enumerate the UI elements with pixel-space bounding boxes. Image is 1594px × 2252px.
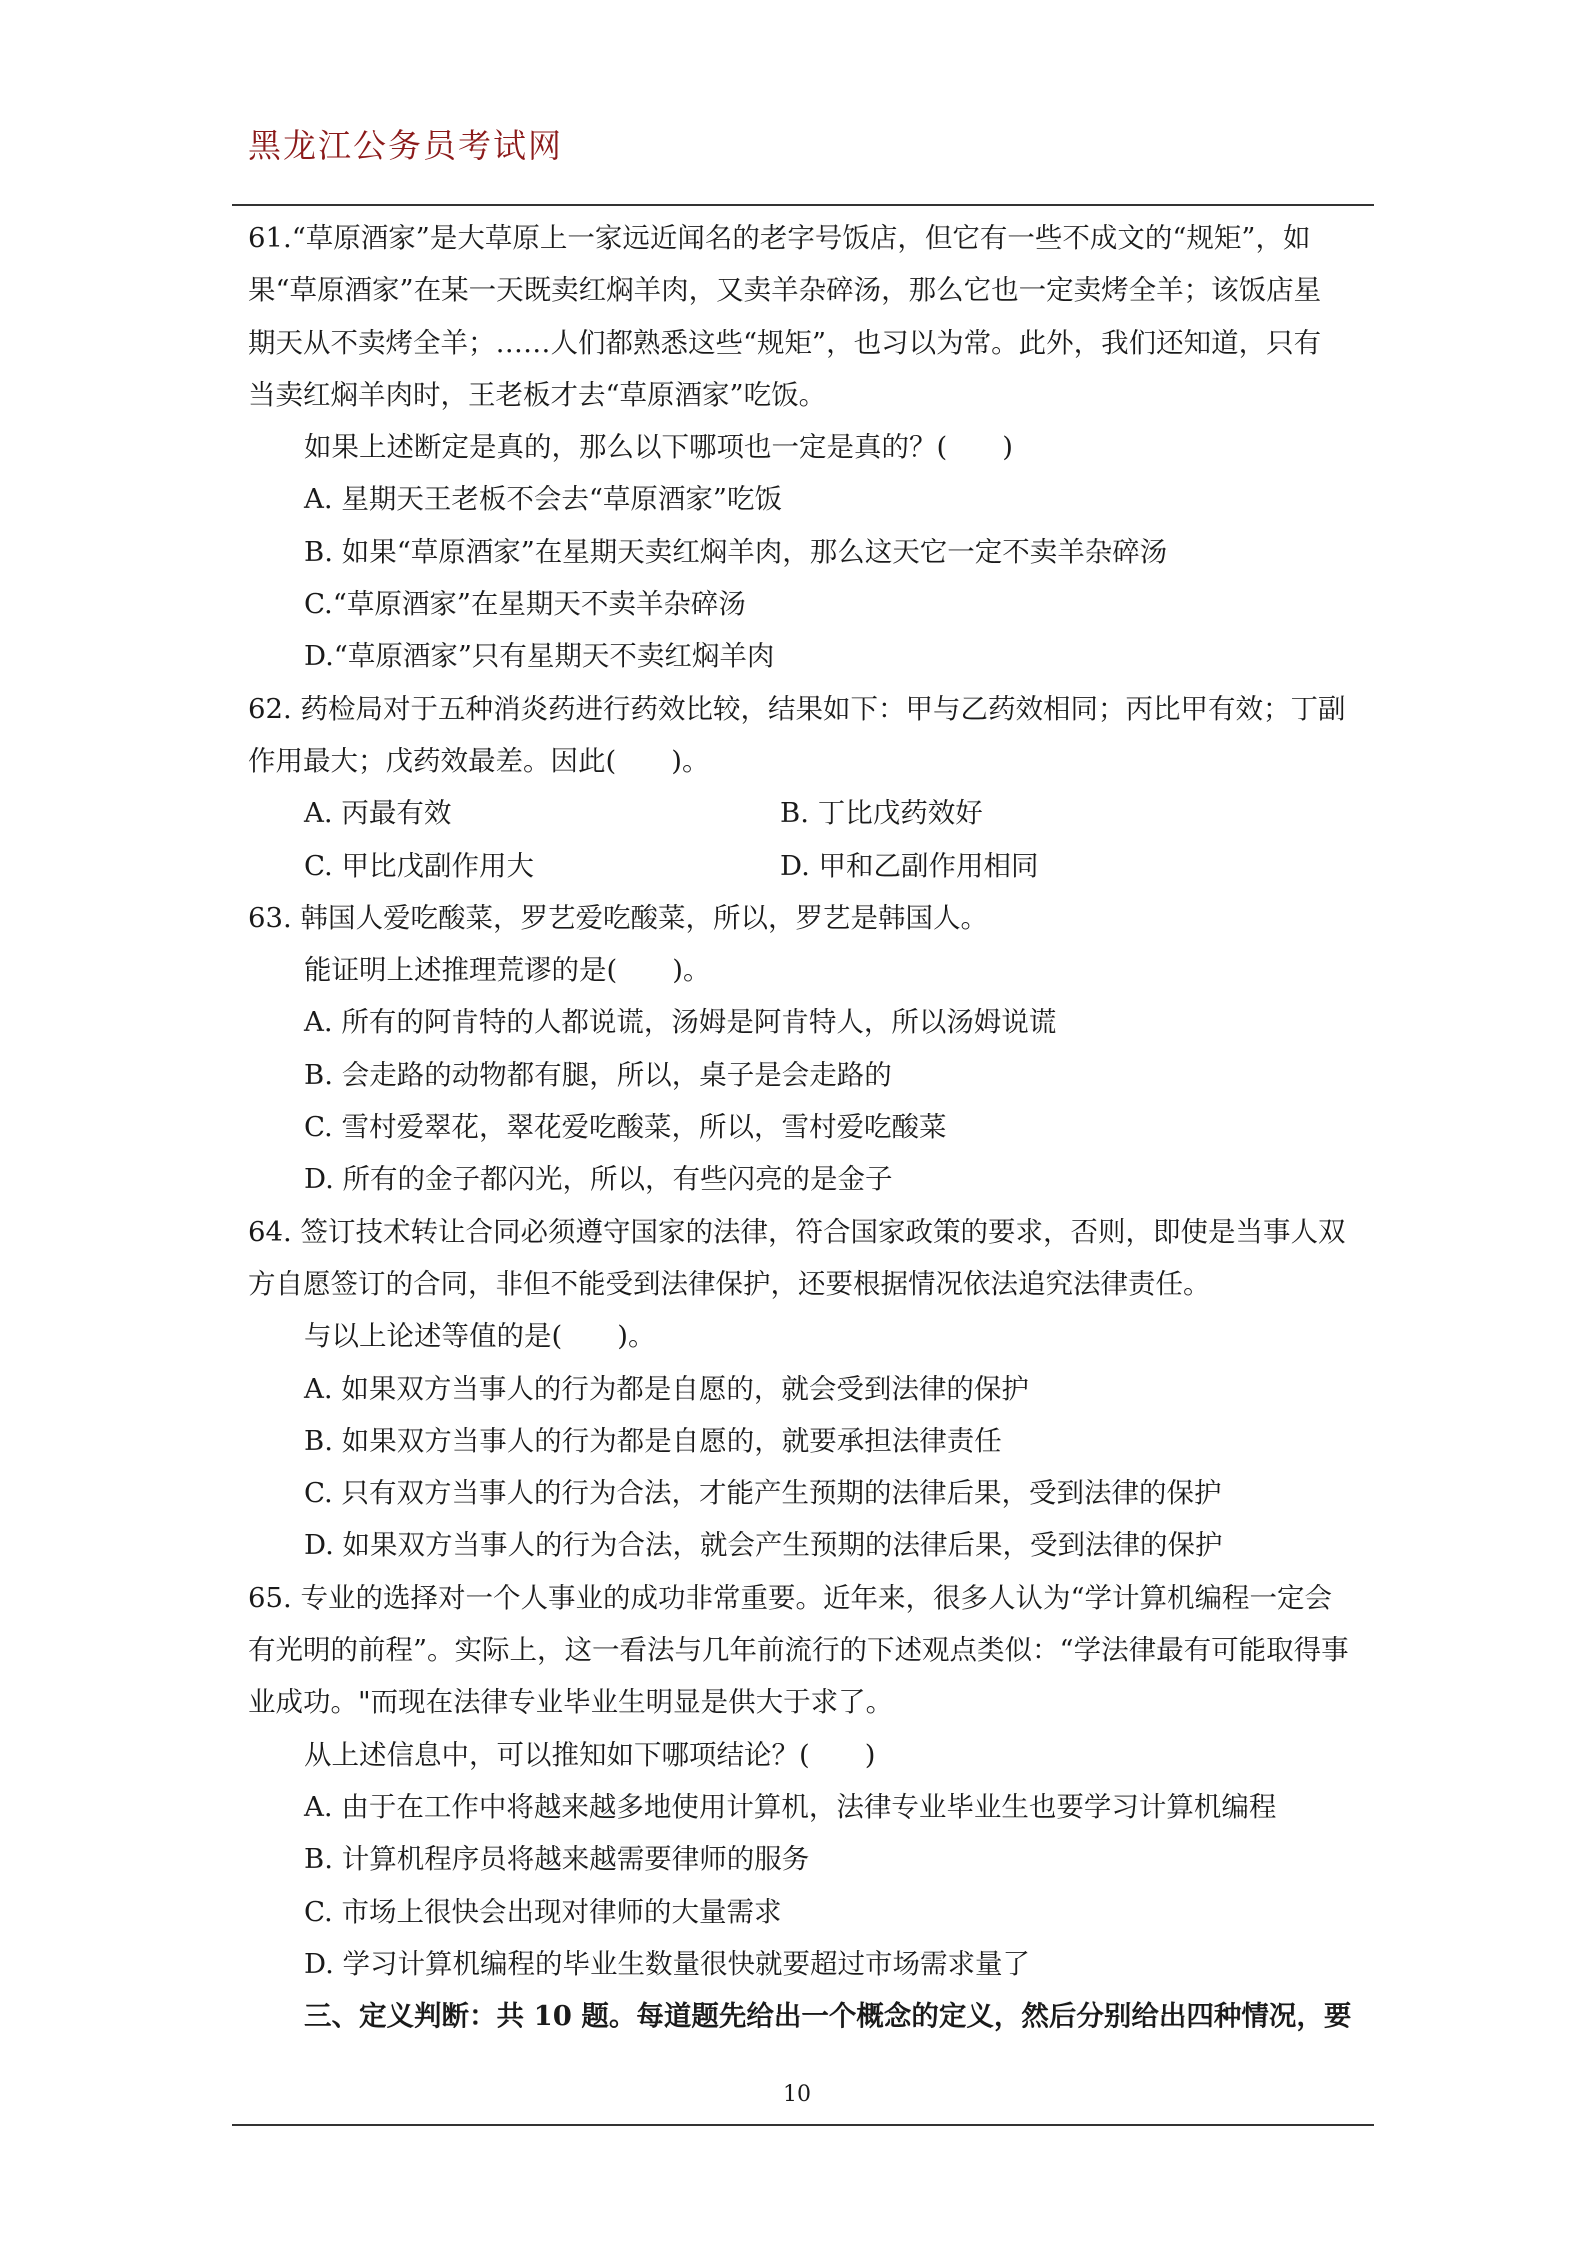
- q64-prompt: 与以上论述等值的是( )。: [304, 1320, 656, 1353]
- q61-stem-line: 当卖红焖羊肉时，王老板才去“草原酒家”吃饭。: [248, 378, 827, 411]
- q65-stem-line: 有光明的前程”。实际上，这一看法与几年前流行的下述观点类似：“学法律最有可能取得事: [248, 1634, 1349, 1667]
- q61-stem-line: 果“草原酒家”在某一天既卖红焖羊肉，又卖羊杂碎汤，那么它也一定卖烤全羊；该饭店星: [248, 274, 1322, 307]
- header-rule: [232, 204, 1374, 206]
- q62-stem-line: 作用最大；戊药效最差。因此( )。: [248, 744, 710, 777]
- q61-stem-line: 61.“草原酒家”是大草原上一家远近闻名的老字号饭店，但它有一些不成文的“规矩”，如: [248, 222, 1311, 254]
- q63-stem-line: 63. 韩国人爱吃酸菜，罗艺爱吃酸菜，所以，罗艺是韩国人。: [248, 901, 988, 934]
- q64-stem-line: 64. 签订技术转让合同必须遵守国家的法律，符合国家政策的要求，否则，即使是当事人双: [248, 1215, 1346, 1248]
- q61-option-c: C.“草原酒家”在星期天不卖羊杂碎汤: [304, 588, 746, 621]
- q63-option-d: D. 所有的金子都闪光，所以，有些闪亮的是金子: [304, 1163, 893, 1196]
- q61-option-a: A. 星期天王老板不会去“草原酒家”吃饭: [304, 483, 782, 516]
- q64-option-d: D. 如果双方当事人的行为合法，就会产生预期的法律后果，受到法律的保护: [304, 1529, 1223, 1562]
- q61-prompt: 如果上述断定是真的，那么以下哪项也一定是真的？( ): [304, 431, 1013, 464]
- q63-option-c: C. 雪村爱翠花，翠花爱吃酸菜，所以，雪村爱吃酸菜: [304, 1111, 947, 1144]
- q61-option-d: D.“草原酒家”只有星期天不卖红焖羊肉: [304, 640, 775, 673]
- q62-option-c: C. 甲比戊副作用大: [304, 849, 535, 882]
- q61-stem-line: 期天从不卖烤全羊；……人们都熟悉这些“规矩”，也习以为常。此外，我们还知道，只有: [248, 326, 1322, 359]
- q62-stem-line: 62. 药检局对于五种消炎药进行药效比较，结果如下：甲与乙药效相同；丙比甲有效；丁副: [248, 692, 1346, 725]
- q65-stem-line: 65. 专业的选择对一个人事业的成功非常重要。近年来，很多人认为“学计算机编程一定会: [248, 1581, 1333, 1614]
- q65-stem-line: 业成功。"而现在法律专业毕业生明显是供大于求了。: [248, 1686, 894, 1719]
- q65-prompt: 从上述信息中，可以推知如下哪项结论？( ): [304, 1738, 876, 1771]
- q62-option-b: B. 丁比戊药效好: [780, 797, 983, 830]
- q65-option-a: A. 由于在工作中将越来越多地使用计算机，法律专业毕业生也要学习计算机编程: [304, 1790, 1277, 1823]
- q62-options-row: [248, 787, 1366, 839]
- site-title: 黑龙江公务员考试网: [248, 126, 563, 165]
- section-heading: 三、定义判断：共 10 题。每道题先给出一个概念的定义，然后分别给出四种情况，要: [304, 2000, 1352, 2033]
- page-content: [248, 212, 1366, 2042]
- q62-option-d: D. 甲和乙副作用相同: [780, 849, 1039, 882]
- q63-prompt: 能证明上述推理荒谬的是( )。: [304, 954, 711, 987]
- q61-option-b: B. 如果“草原酒家”在星期天卖红焖羊肉，那么这天它一定不卖羊杂碎汤: [304, 535, 1168, 568]
- q62-options-row: [248, 840, 1366, 892]
- q64-option-b: B. 如果双方当事人的行为都是自愿的，就要承担法律责任: [304, 1424, 1002, 1457]
- page-number: 10: [783, 2082, 811, 2107]
- q64-stem-line: 方自愿签订的合同，非但不能受到法律保护，还要根据情况依法追究法律责任。: [248, 1267, 1211, 1300]
- q64-option-c: C. 只有双方当事人的行为合法，才能产生预期的法律后果，受到法律的保护: [304, 1477, 1222, 1510]
- q65-option-d: D. 学习计算机编程的毕业生数量很快就要超过市场需求量了: [304, 1947, 1031, 1980]
- q62-option-a: A. 丙最有效: [304, 797, 452, 830]
- footer-rule: [232, 2124, 1374, 2126]
- q63-option-b: B. 会走路的动物都有腿，所以，桌子是会走路的: [304, 1058, 892, 1091]
- q63-option-a: A. 所有的阿肯特的人都说谎，汤姆是阿肯特人，所以汤姆说谎: [304, 1006, 1057, 1039]
- q65-option-b: B. 计算机程序员将越来越需要律师的服务: [304, 1843, 810, 1876]
- q65-option-c: C. 市场上很快会出现对律师的大量需求: [304, 1895, 782, 1928]
- q64-option-a: A. 如果双方当事人的行为都是自愿的，就会受到法律的保护: [304, 1372, 1029, 1405]
